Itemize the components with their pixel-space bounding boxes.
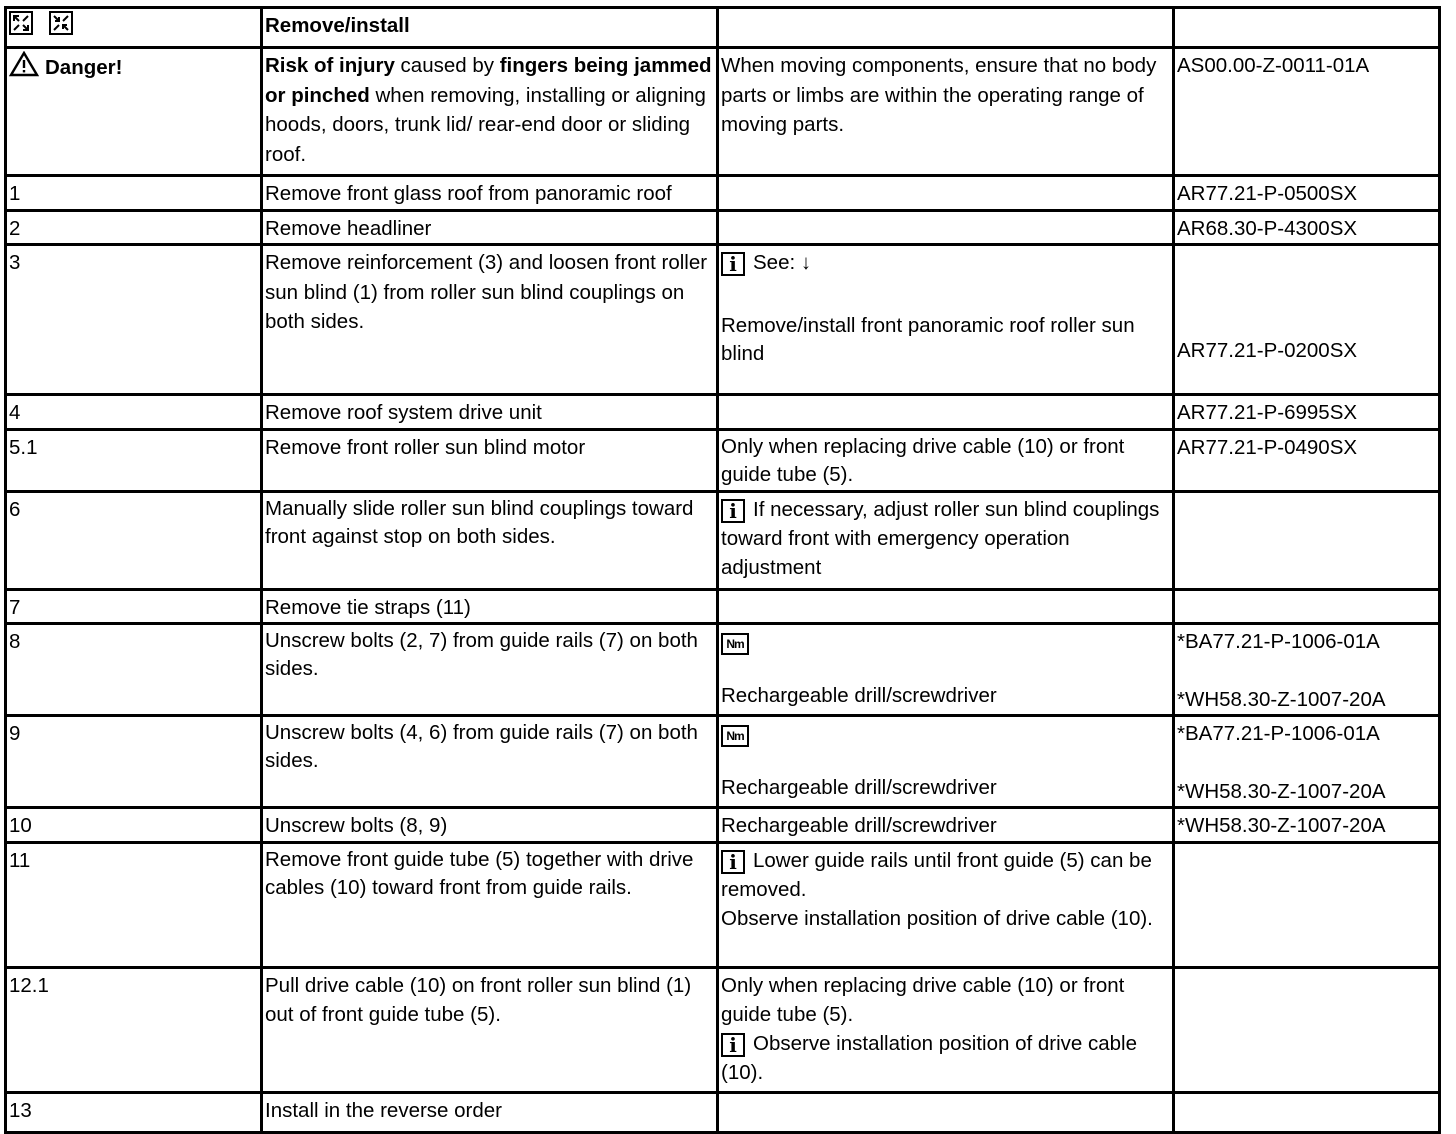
table-row	[6, 716, 1440, 808]
table-row	[6, 395, 1440, 430]
see-link[interactable]: See: ↓	[753, 251, 812, 274]
step-description: Unscrew bolts (4, 6) from guide rails (7) on both sides.	[262, 716, 718, 808]
table-row	[6, 967, 1440, 1092]
step-description: Unscrew bolts (8, 9)	[262, 808, 718, 843]
step-ref[interactable]: AR77.21-P-0490SX	[1174, 429, 1440, 491]
table-row	[6, 245, 1440, 395]
step-ref[interactable]: *WH58.30-Z-1007-20A	[1177, 687, 1386, 711]
danger-label: Danger!	[45, 56, 123, 79]
step-ref[interactable]: *WH58.30-Z-1007-20A	[1174, 808, 1440, 843]
header-icons-cell	[6, 8, 262, 48]
procedure-table	[4, 6, 1441, 1134]
step-description: Manually slide roller sun blind couplings toward front against stop on both sides.	[262, 491, 718, 589]
step-ref-cell	[1174, 624, 1440, 716]
tool-text: Rechargeable drill/screwdriver	[721, 775, 997, 799]
step-ref: AR77.21-P-0500SX	[1174, 176, 1440, 211]
table-row	[6, 808, 1440, 843]
danger-note: When moving components, ensure that no body parts or limbs are within the operating range of moving parts.	[718, 48, 1174, 176]
info-icon: i	[721, 252, 745, 276]
torque-icon[interactable]: Nm	[721, 633, 749, 655]
step-note: Only when replacing drive cable (10) or front guide tube (5). i Observe installation position of drive cable (10).	[718, 967, 1174, 1092]
table-row	[6, 176, 1440, 211]
step-note: i If necessary, adjust roller sun blind couplings toward front with emergency operation adjustment	[718, 491, 1174, 589]
step-note	[718, 716, 1174, 808]
step-number: 10	[6, 808, 262, 843]
see-target-text: Remove/install front panoramic roof roller sun blind	[721, 313, 1135, 365]
table-row	[6, 624, 1440, 716]
warning-triangle-icon	[9, 51, 39, 77]
step-description: Unscrew bolts (2, 7) from guide rails (7) on both sides.	[262, 624, 718, 716]
step-description: Remove front glass roof from panoramic roof	[262, 176, 718, 211]
danger-row	[6, 48, 1440, 176]
step-number: 2	[6, 210, 262, 245]
step-number: 13	[6, 1092, 262, 1132]
step-ref[interactable]: *BA77.21-P-1006-01A	[1177, 722, 1380, 745]
table-row	[6, 491, 1440, 589]
header-title: Remove/install	[262, 8, 718, 48]
step-note	[718, 245, 1174, 395]
danger-ref: AS00.00-Z-0011-01A	[1174, 48, 1440, 176]
procedure-document	[4, 6, 1441, 1134]
step-description: Install in the reverse order	[262, 1092, 718, 1132]
info-icon: i	[721, 1033, 745, 1057]
step-ref[interactable]: *WH58.30-Z-1007-20A	[1177, 779, 1386, 803]
tool-text: Rechargeable drill/screwdriver	[721, 683, 997, 707]
install-arrows-icon	[49, 11, 73, 35]
step-ref[interactable]: AR77.21-P-6995SX	[1174, 395, 1440, 430]
step-ref-cell	[1174, 245, 1440, 395]
tool-text: Rechargeable drill/screwdriver	[718, 808, 1174, 843]
table-row	[6, 842, 1440, 967]
step-description: Remove tie straps (11)	[262, 589, 718, 624]
step-note: Only when replacing drive cable (10) or front guide tube (5).	[718, 429, 1174, 491]
step-number: 11	[6, 842, 262, 967]
step-number: 1	[6, 176, 262, 211]
header-row	[6, 8, 1440, 48]
step-description: Remove front guide tube (5) together with drive cables (10) toward front from guide rails.	[262, 842, 718, 967]
step-number: 4	[6, 395, 262, 430]
remove-arrows-icon	[9, 11, 33, 35]
step-description: Remove headliner	[262, 210, 718, 245]
table-row	[6, 1092, 1440, 1132]
step-ref[interactable]: *BA77.21-P-1006-01A	[1177, 630, 1380, 653]
step-number: 6	[6, 491, 262, 589]
danger-cell	[6, 48, 262, 176]
step-description: Remove front roller sun blind motor	[262, 429, 718, 491]
step-note: i Lower guide rails until front guide (5) can be removed. Observe installation position of drive cable (10).	[718, 842, 1174, 967]
step-ref-cell	[1174, 716, 1440, 808]
step-ref[interactable]: AR77.21-P-0200SX	[1177, 339, 1358, 362]
step-ref: AR68.30-P-4300SX	[1174, 210, 1440, 245]
step-number: 5.1	[6, 429, 262, 491]
step-description: Remove roof system drive unit	[262, 395, 718, 430]
table-row	[6, 210, 1440, 245]
step-description: Remove reinforcement (3) and loosen front roller sun blind (1) from roller sun blind couplings on both sides.	[262, 245, 718, 395]
table-row	[6, 589, 1440, 624]
info-icon: i	[721, 850, 745, 874]
step-number: 7	[6, 589, 262, 624]
step-note	[718, 624, 1174, 716]
danger-description: Risk of injury caused by fingers being jammed or pinched when removing, installing or aligning hoods, doors, trunk lid/ rear-end door or sliding roof.	[262, 48, 718, 176]
step-number: 8	[6, 624, 262, 716]
step-number: 9	[6, 716, 262, 808]
step-number: 3	[6, 245, 262, 395]
torque-icon[interactable]: Nm	[721, 725, 749, 747]
table-row	[6, 429, 1440, 491]
info-icon: i	[721, 499, 745, 523]
step-description: Pull drive cable (10) on front roller sun blind (1) out of front guide tube (5).	[262, 967, 718, 1092]
step-number: 12.1	[6, 967, 262, 1092]
